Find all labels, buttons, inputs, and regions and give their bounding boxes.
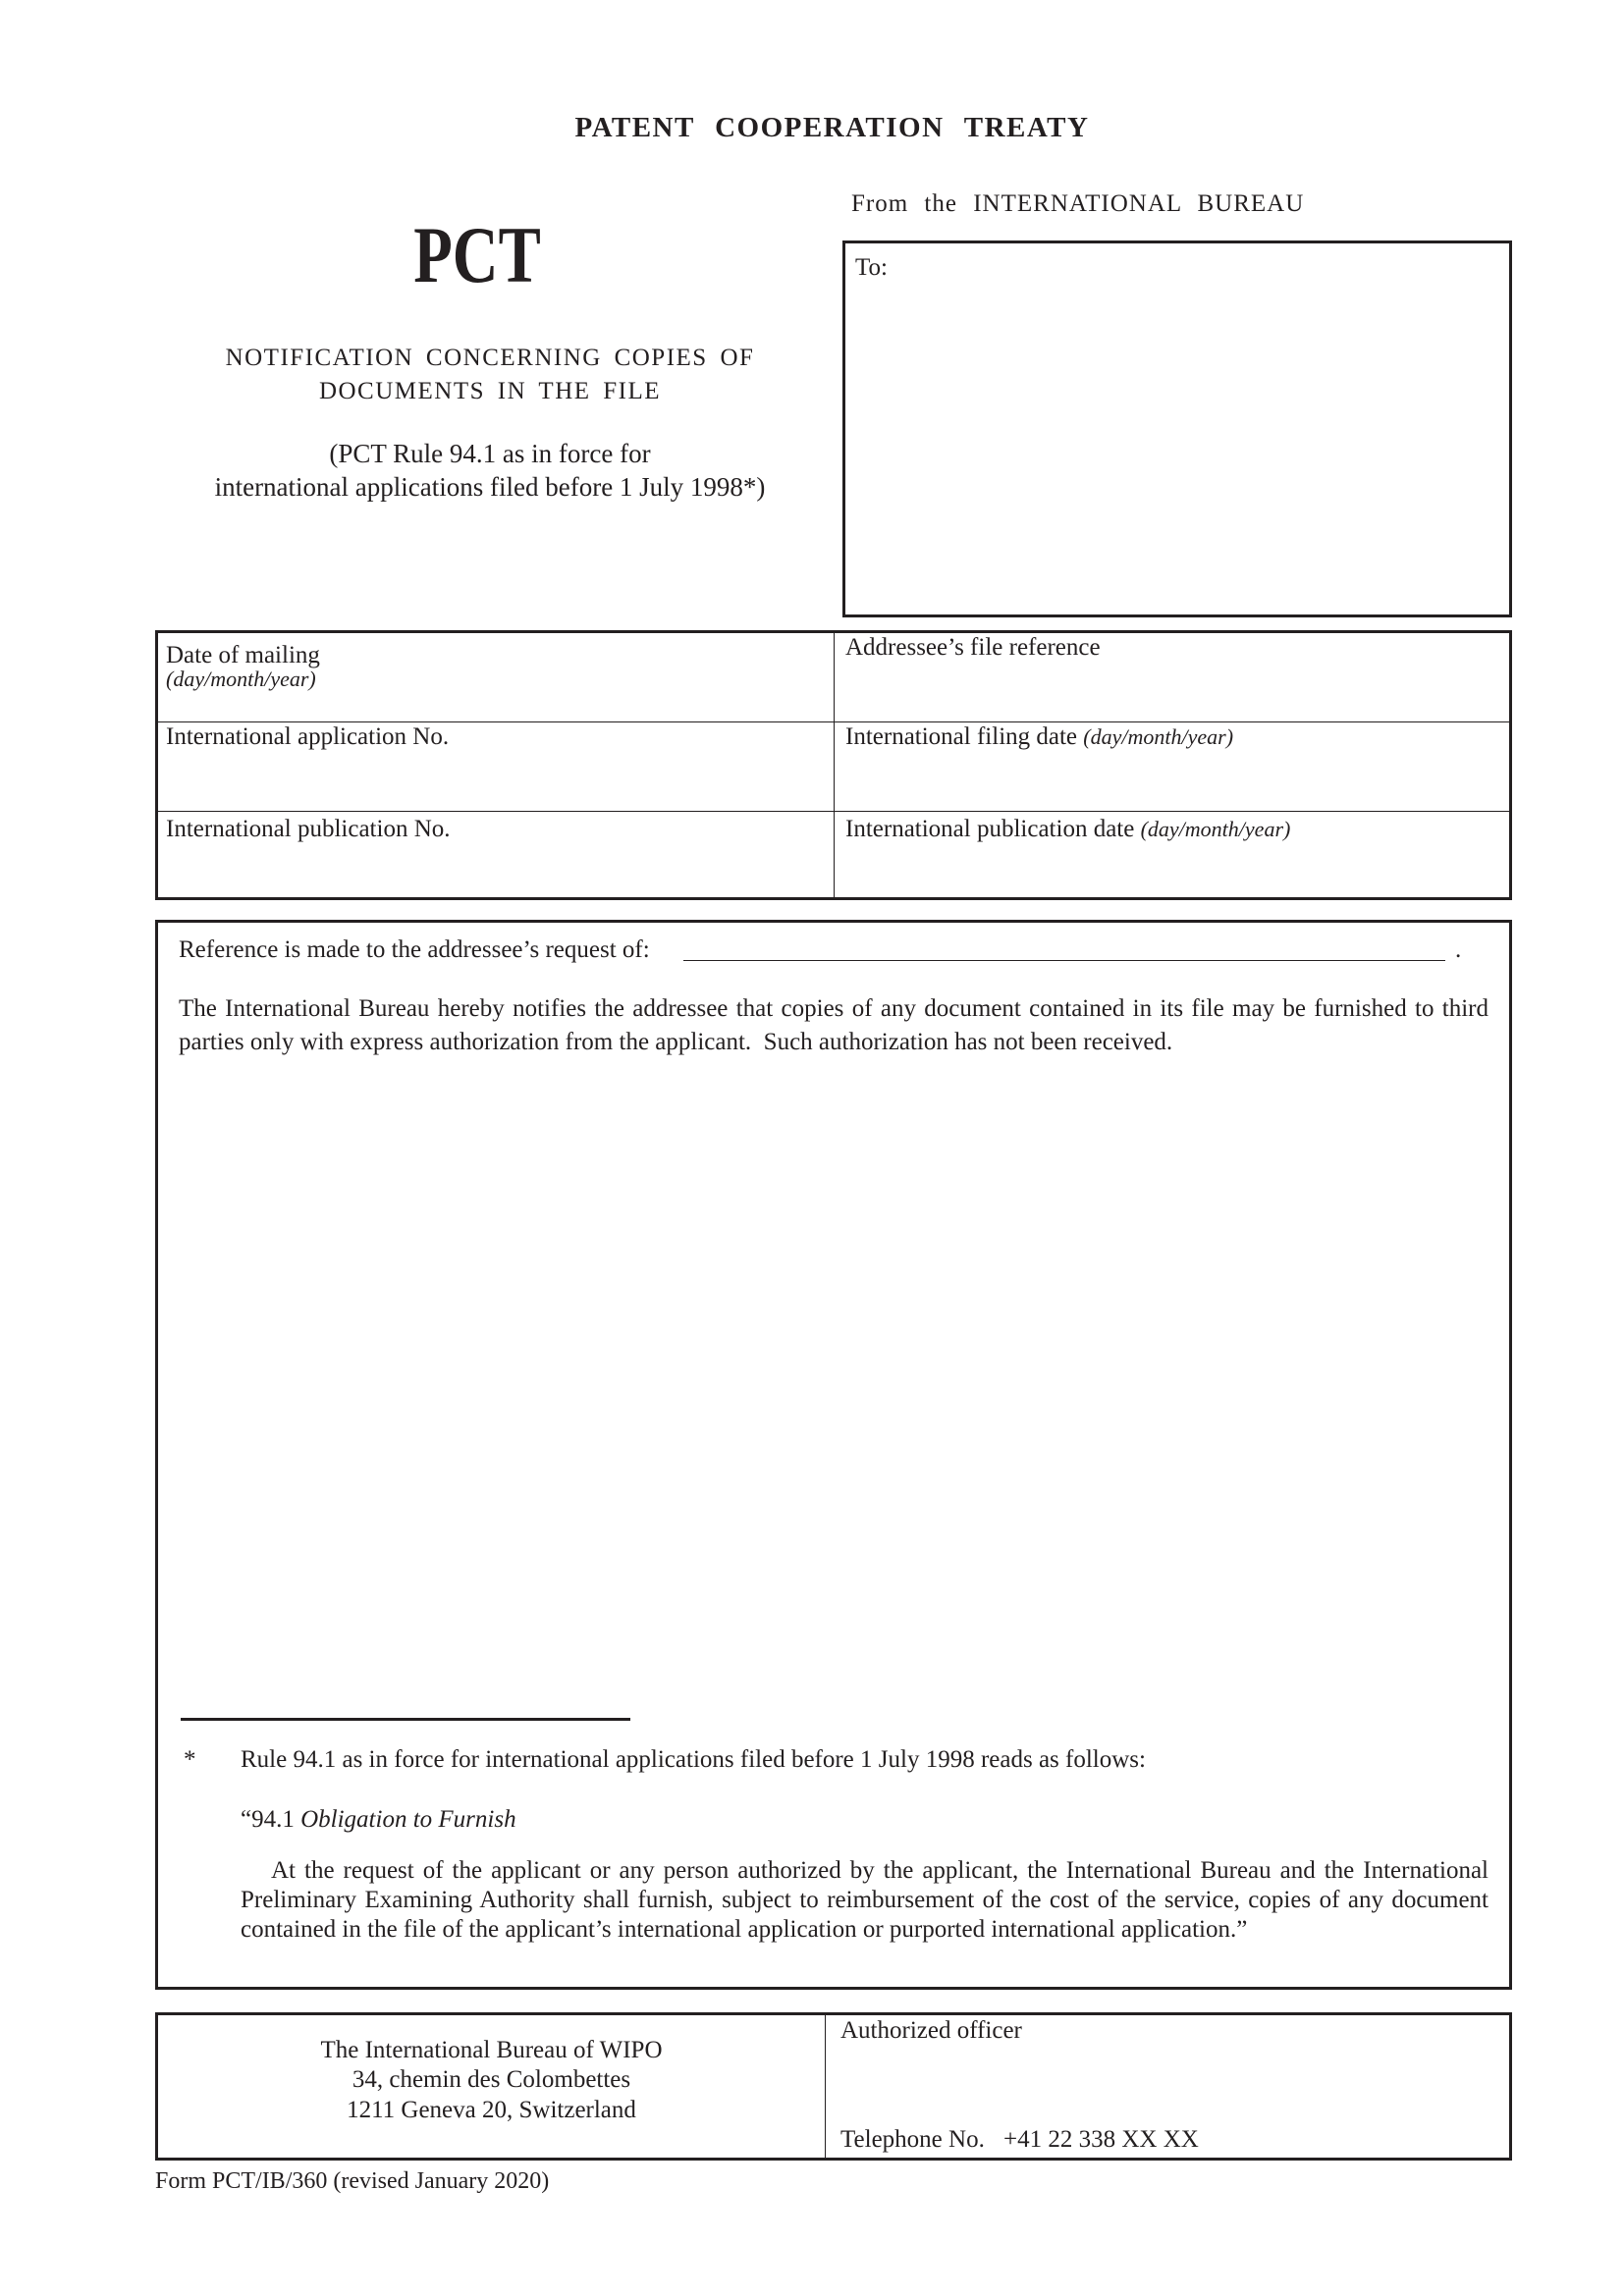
- notification-title-line-2: DOCUMENTS IN THE FILE: [318, 378, 662, 404]
- notification-title-line-1: NOTIFICATION CONCERNING COPIES OF: [225, 345, 755, 371]
- authorized-officer-label: Authorized officer: [840, 2017, 1022, 2044]
- rule-text-line-1: At the request of the applicant or any person authorized by the applicant, the International Bureau and the International: [271, 1857, 1489, 1884]
- date-of-mailing-cell: [158, 633, 834, 721]
- rule-title: Obligation to Furnish: [300, 1806, 516, 1833]
- request-end: .: [1455, 936, 1462, 963]
- telephone-label: Telephone No.: [840, 2126, 985, 2153]
- notification-body: [155, 920, 1512, 1990]
- rule-text-line-2: Preliminary Examining Authority shall furnish, subject to reimbursement of the cost of the service, copies of any document: [241, 1887, 1489, 1913]
- pct-mark: PCT: [413, 210, 541, 299]
- addressee-box: [842, 240, 1512, 617]
- rule-heading: [241, 1805, 516, 1835]
- publication-no-label: International publication No.: [166, 816, 451, 842]
- from-line: From the INTERNATIONAL BUREAU: [851, 190, 1305, 217]
- application-no-label: International application No.: [166, 723, 450, 750]
- file-reference-cell: [835, 633, 1509, 721]
- date-of-mailing-hint: (day/month/year): [166, 667, 316, 691]
- date-of-mailing-label: Date of mailing: [166, 642, 320, 668]
- application-no-cell: [158, 722, 834, 811]
- office-divider: [825, 2015, 826, 2158]
- footnote-marker: *: [184, 1746, 196, 1773]
- notice-line-2: parties only with express authorization from the applicant. Such authorization has not been received.: [179, 1029, 1173, 1055]
- notice-line-1: The International Bureau hereby notifies the addressee that copies of any document contained in its file may be furnished to third: [179, 995, 1489, 1022]
- office-address-line-1: The International Bureau of WIPO: [320, 2037, 663, 2063]
- publication-date-hint: (day/month/year): [1140, 817, 1291, 841]
- publication-date-cell: [835, 812, 1509, 897]
- to-label: To:: [855, 254, 888, 281]
- filing-date-hint: (day/month/year): [1083, 724, 1234, 749]
- file-reference-label: Addressee’s file reference: [845, 634, 1101, 661]
- rule-number: “94.1: [241, 1806, 295, 1833]
- office-address-line-3: 1211 Geneva 20, Switzerland: [347, 2097, 636, 2123]
- rule-text-line-3: contained in the file of the applicant’s international application or purported international application.”: [241, 1916, 1248, 1943]
- treaty-title: PATENT COOPERATION TREATY: [574, 112, 1090, 143]
- filing-date-label: International filing date: [845, 723, 1078, 750]
- form-identifier: Form PCT/IB/360 (revised January 2020): [155, 2168, 550, 2194]
- telephone-number: +41 22 338 XX XX: [1003, 2126, 1199, 2153]
- publication-date-label: International publication date: [845, 816, 1135, 842]
- request-date-field: [683, 960, 1445, 961]
- rule-reference-line-2: international applications filed before 1 July 1998*): [214, 472, 766, 502]
- publication-date-label-group: [845, 815, 1290, 844]
- details-table: [155, 630, 1512, 900]
- rule-reference-line-1: (PCT Rule 94.1 as in force for: [329, 439, 651, 468]
- filing-date-label-group: [845, 722, 1233, 752]
- publication-no-cell: [158, 812, 834, 897]
- office-box: [155, 2012, 1512, 2161]
- office-address-line-2: 34, chemin des Colombettes: [352, 2066, 631, 2093]
- request-label: Reference is made to the addressee’s request of:: [179, 936, 650, 963]
- footnote-intro: Rule 94.1 as in force for international applications filed before 1 July 1998 reads as follows:: [241, 1746, 1146, 1773]
- footnote-separator: [181, 1718, 630, 1721]
- filing-date-cell: [835, 722, 1509, 811]
